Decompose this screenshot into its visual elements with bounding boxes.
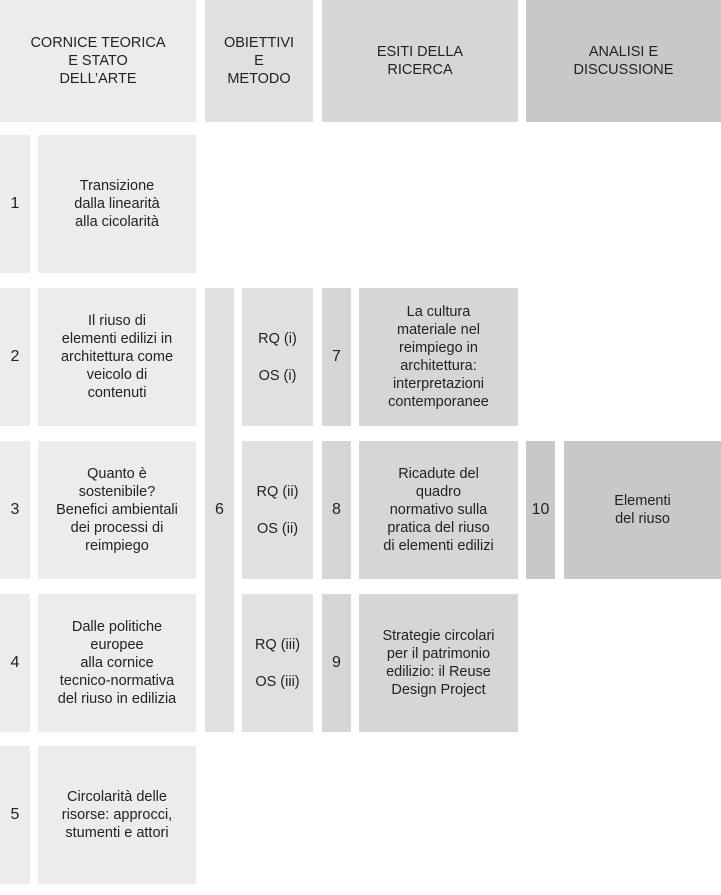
chapter-number-label: 4 [10, 654, 20, 671]
chapter-number [0, 441, 30, 579]
discussion-number-label: 10 [531, 501, 550, 518]
result-box [359, 441, 518, 579]
result-title: Strategie circolari per il patrimonio edilizio: il Reuse Design Project [382, 628, 495, 698]
research-question: RQ (i) [258, 330, 297, 347]
result-number [322, 441, 351, 579]
result-number-label: 8 [332, 501, 341, 518]
header-label: ANALISI E DISCUSSIONE [573, 44, 674, 78]
chapter-box [38, 288, 196, 426]
result-number [322, 594, 351, 732]
discussion-box [564, 441, 721, 579]
chapter-box [38, 746, 196, 884]
method-number-label: 6 [215, 501, 224, 518]
specific-objective: OS (ii) [256, 520, 299, 537]
chapter-number [0, 288, 30, 426]
chapter-number [0, 746, 30, 884]
chapter-title: Dalle politiche europee alla cornice tecnico-normativa del riuso in edilizia [57, 619, 177, 707]
objective-box [242, 288, 313, 426]
discussion-title: Elementi del riuso [614, 493, 671, 527]
chapter-number-label: 3 [10, 501, 20, 518]
header-label: OBIETTIVI E METODO [223, 35, 295, 87]
chapter-number [0, 594, 30, 732]
method-number [205, 288, 234, 732]
chapter-number-label: 5 [10, 806, 20, 823]
discussion-number [526, 441, 555, 579]
specific-objective: OS (iii) [255, 673, 300, 690]
chapter-box [38, 594, 196, 732]
chapter-number-label: 1 [10, 195, 20, 212]
result-box [359, 288, 518, 426]
chapter-number-label: 2 [10, 348, 20, 365]
header-theoretical-framework [0, 0, 196, 122]
research-question: RQ (ii) [256, 483, 299, 500]
chapter-title: Transizione dalla linearità alla cicolarità [74, 178, 160, 230]
header-research-outcomes [322, 0, 518, 122]
objective-box [242, 594, 313, 732]
chapter-title: Quanto è sostenibile? Benefici ambientali dei processi di reimpiego [56, 466, 178, 554]
result-box [359, 594, 518, 732]
header-objectives-method [205, 0, 313, 122]
header-label: CORNICE TEORICA E STATO DELL’ARTE [30, 35, 166, 87]
chapter-number [0, 135, 30, 273]
objective-box [242, 441, 313, 579]
header-label: ESITI DELLA RICERCA [376, 44, 464, 78]
result-number-label: 9 [332, 654, 341, 671]
chapter-box [38, 441, 196, 579]
result-number-label: 7 [332, 348, 341, 365]
result-number [322, 288, 351, 426]
specific-objective: OS (i) [258, 367, 297, 384]
research-question: RQ (iii) [254, 636, 301, 653]
chapter-box [38, 135, 196, 273]
chapter-title: Circolarità delle risorse: approcci, stumenti e attori [61, 789, 173, 841]
result-title: La cultura materiale nel reimpiego in architettura: interpretazioni contemporanee [388, 304, 489, 410]
chapter-title: Il riuso di elementi edilizi in architettura come veicolo di contenuti [60, 313, 174, 401]
header-analysis-discussion [526, 0, 721, 122]
result-title: Ricadute del quadro normativo sulla pratica del riuso di elementi edilizi [383, 466, 494, 554]
